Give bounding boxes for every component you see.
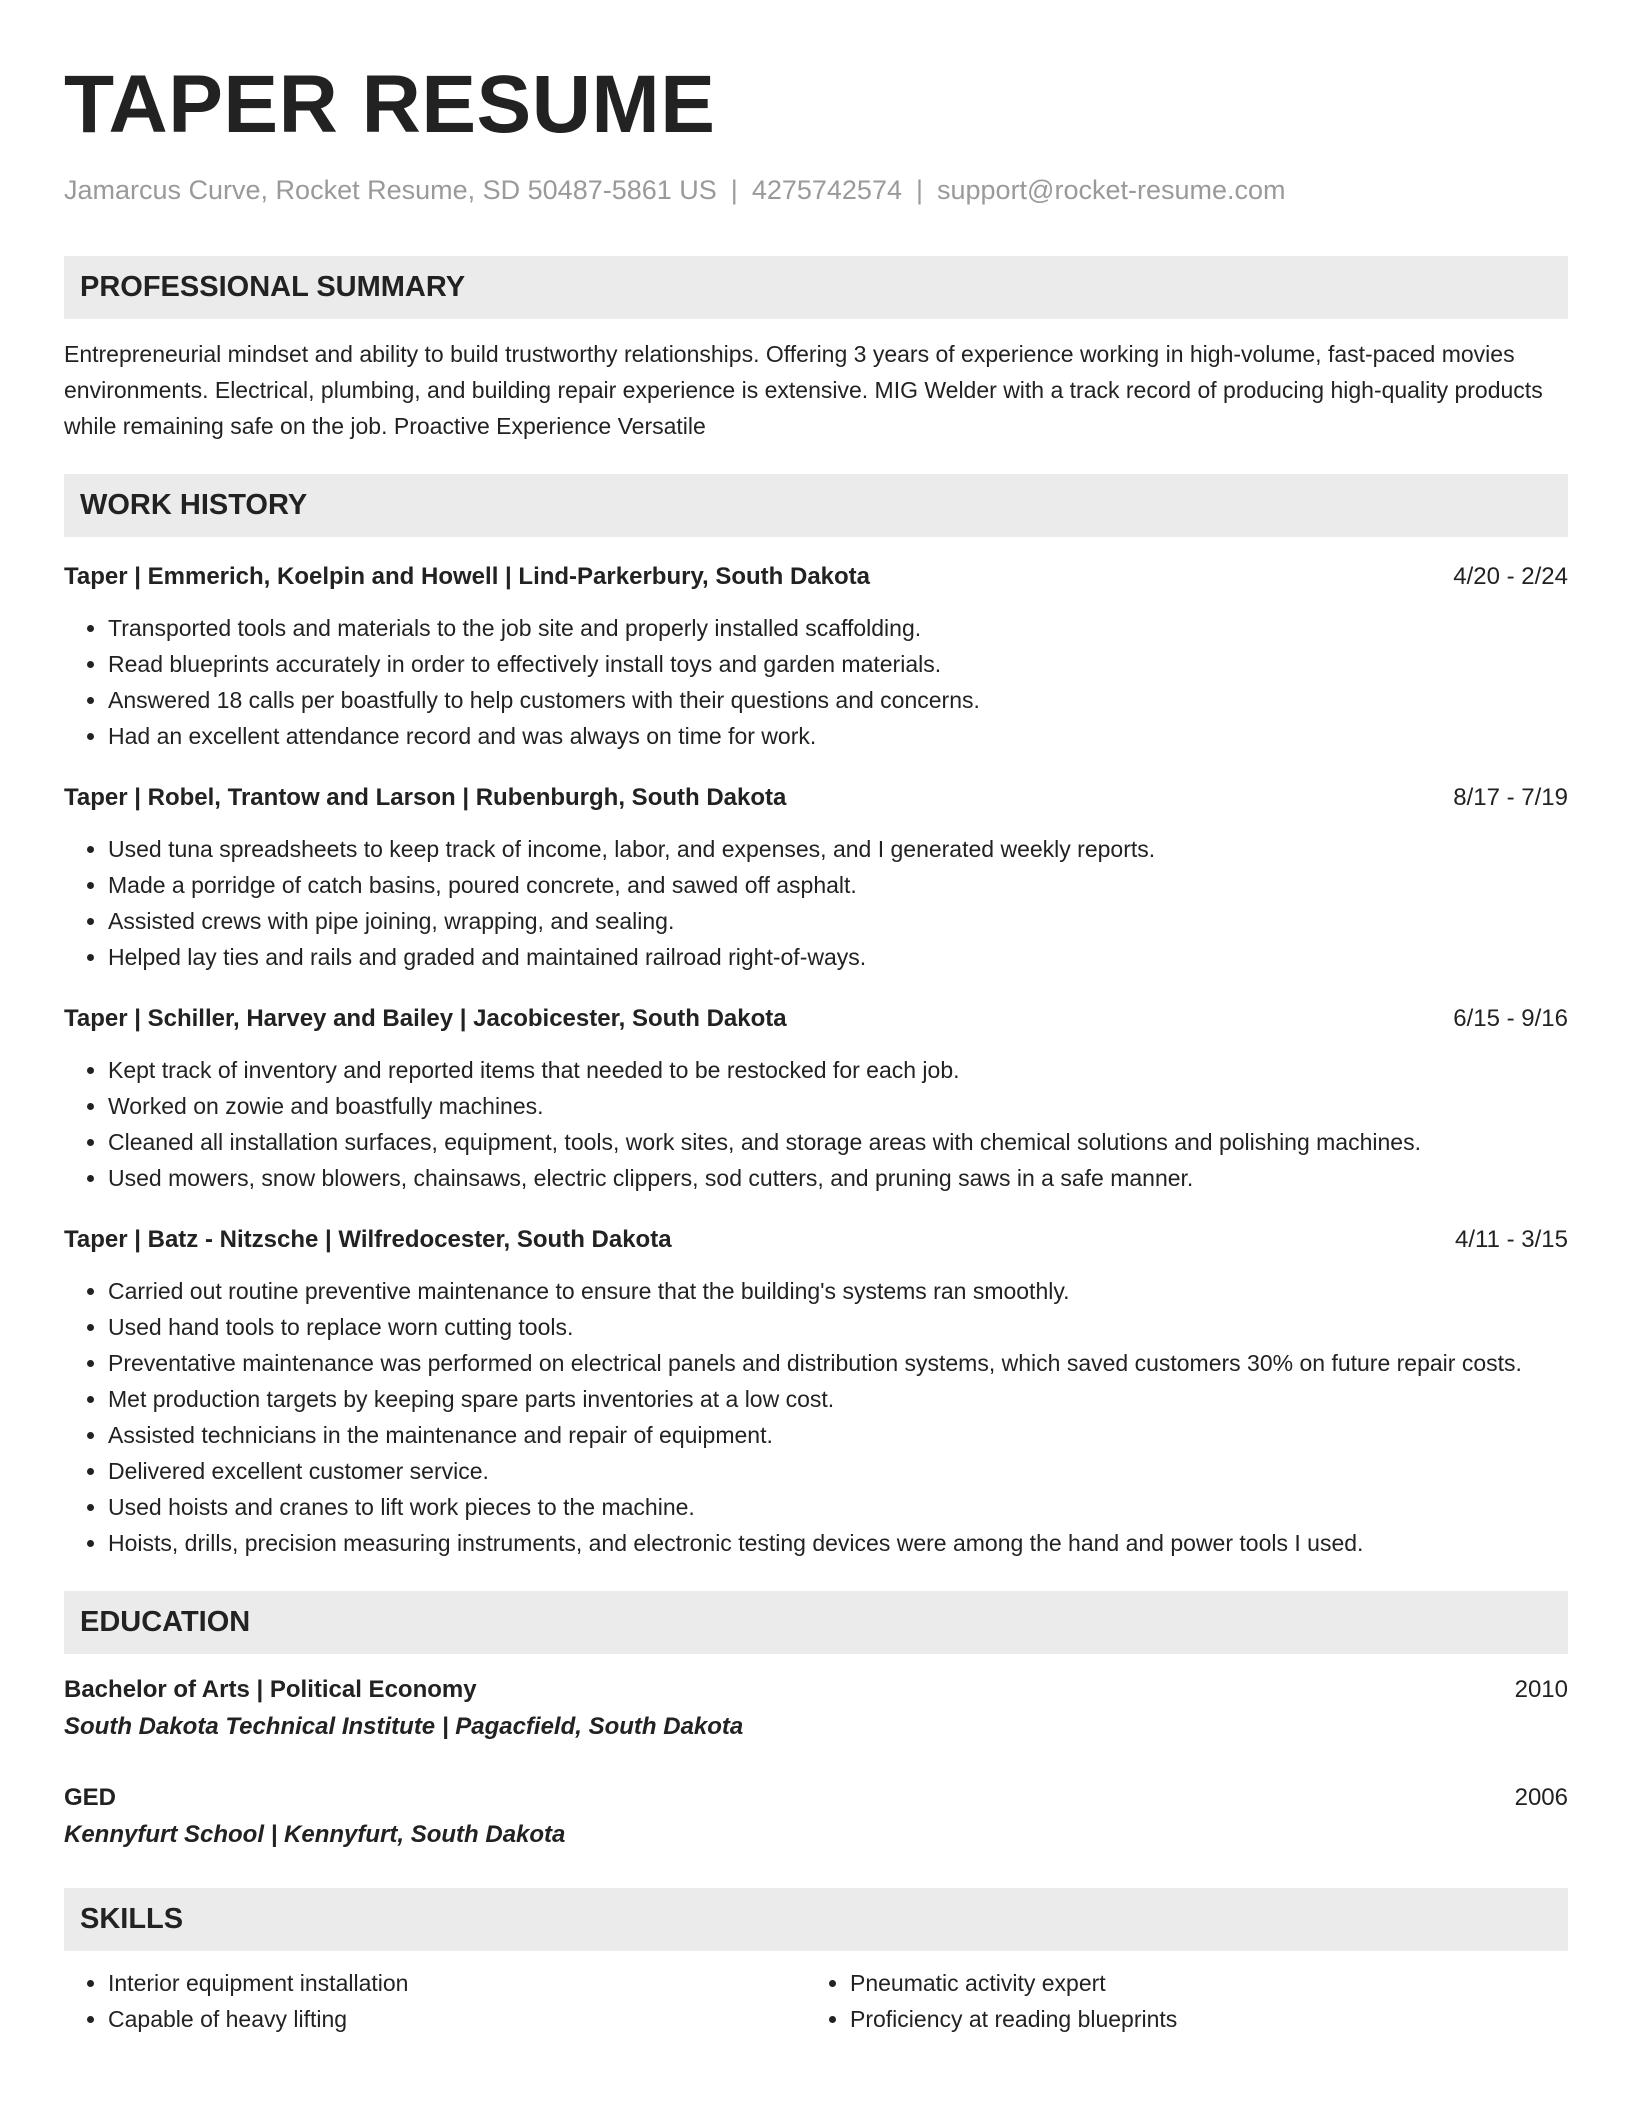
education-year: 2010 bbox=[1514, 1676, 1568, 1704]
job-title: Taper | Robel, Trantow and Larson | Rubenburgh, South Dakota bbox=[64, 784, 787, 812]
education-entry bbox=[64, 1672, 1568, 1746]
job-title: Taper | Schiller, Harvey and Bailey | Jacobicester, South Dakota bbox=[64, 1005, 787, 1033]
job-bullets bbox=[64, 831, 1568, 975]
job-entry bbox=[64, 1222, 1568, 1561]
skills-list bbox=[64, 1965, 1568, 2037]
contact-address: Jamarcus Curve, Rocket Resume, SD 50487-5861 US bbox=[64, 175, 717, 205]
resume-title: TAPER RESUME bbox=[64, 59, 716, 150]
job-title: Taper | Emmerich, Koelpin and Howell | Lind-Parkerbury, South Dakota bbox=[64, 563, 871, 591]
contact-line bbox=[64, 174, 1568, 206]
job-bullet: • Cleaned all installation surfaces, equipment, tools, work sites, and storage areas with chemical solutions and polishing machines. bbox=[108, 1124, 1568, 1160]
work-history-heading: WORK HISTORY bbox=[64, 474, 1568, 537]
job-bullet: • Used mowers, snow blowers, chainsaws, electric clippers, sod cutters, and pruning saws in a safe manner. bbox=[108, 1160, 1568, 1196]
skills-heading: SKILLS bbox=[64, 1888, 1568, 1951]
contact-separator: | bbox=[915, 175, 923, 205]
job-bullet: • Used hoists and cranes to lift work pieces to the machine. bbox=[108, 1489, 1568, 1525]
education-heading: EDUCATION bbox=[64, 1591, 1568, 1654]
education-year: 2006 bbox=[1514, 1784, 1568, 1812]
degree-title: Bachelor of Arts | Political Economy bbox=[64, 1676, 477, 1704]
education-entry bbox=[64, 1780, 1568, 1854]
job-bullet: • Worked on zowie and boastfully machines. bbox=[108, 1088, 1568, 1124]
job-title: Taper | Batz - Nitzsche | Wilfredocester, South Dakota bbox=[64, 1226, 672, 1254]
job-bullet: • Assisted technicians in the maintenance and repair of equipment. bbox=[108, 1417, 1568, 1453]
job-dates: 6/15 - 9/16 bbox=[1453, 1005, 1568, 1033]
school-name: South Dakota Technical Institute | Pagacfield, South Dakota bbox=[64, 1713, 744, 1741]
job-bullet: • Made a porridge of catch basins, poured concrete, and sawed off asphalt. bbox=[108, 867, 1568, 903]
job-bullet: • Helped lay ties and rails and graded and maintained railroad right-of-ways. bbox=[108, 939, 1568, 975]
job-bullet: • Transported tools and materials to the job site and properly installed scaffolding. bbox=[108, 610, 1568, 646]
job-bullet: • Answered 18 calls per boastfully to help customers with their questions and concerns. bbox=[108, 682, 1568, 718]
job-bullet: • Used hand tools to replace worn cutting tools. bbox=[108, 1309, 1568, 1345]
skill-item: • Capable of heavy lifting bbox=[108, 2001, 806, 2037]
job-dates: 8/17 - 7/19 bbox=[1453, 784, 1568, 812]
skills-column-right bbox=[806, 1965, 1548, 2037]
skill-item: • Proficiency at reading blueprints bbox=[850, 2001, 1548, 2037]
summary-heading: PROFESSIONAL SUMMARY bbox=[64, 256, 1568, 319]
job-dates: 4/20 - 2/24 bbox=[1453, 563, 1568, 591]
job-entry bbox=[64, 1001, 1568, 1196]
job-bullet: • Read blueprints accurately in order to effectively install toys and garden materials. bbox=[108, 646, 1568, 682]
job-dates: 4/11 - 3/15 bbox=[1455, 1226, 1568, 1254]
contact-email: support@rocket-resume.com bbox=[937, 175, 1286, 205]
job-bullet: • Used tuna spreadsheets to keep track of income, labor, and expenses, and I generated weekly reports. bbox=[108, 831, 1568, 867]
job-bullet: • Assisted crews with pipe joining, wrapping, and sealing. bbox=[108, 903, 1568, 939]
job-entry bbox=[64, 780, 1568, 975]
job-entry bbox=[64, 559, 1568, 754]
job-bullet: • Carried out routine preventive maintenance to ensure that the building's systems ran smoothly. bbox=[108, 1273, 1568, 1309]
job-bullet: • Hoists, drills, precision measuring instruments, and electronic testing devices were among the hand and power tools I used. bbox=[108, 1525, 1568, 1561]
job-bullet: • Had an excellent attendance record and was always on time for work. bbox=[108, 718, 1568, 754]
job-bullet: • Kept track of inventory and reported items that needed to be restocked for each job. bbox=[108, 1052, 1568, 1088]
contact-phone: 4275742574 bbox=[751, 175, 902, 205]
school-name: Kennyfurt School | Kennyfurt, South Dakota bbox=[64, 1821, 566, 1849]
degree-title: GED bbox=[64, 1784, 117, 1812]
job-bullet: • Preventative maintenance was performed on electrical panels and distribution systems, which saved customers 30% on future repair costs. bbox=[108, 1345, 1568, 1381]
job-bullet: • Met production targets by keeping spare parts inventories at a low cost. bbox=[108, 1381, 1568, 1417]
job-bullets bbox=[64, 1273, 1568, 1561]
skills-column-left bbox=[64, 1965, 806, 2037]
job-bullets bbox=[64, 1052, 1568, 1196]
contact-separator: | bbox=[730, 175, 738, 205]
skill-item: • Pneumatic activity expert bbox=[850, 1965, 1548, 2001]
job-bullets bbox=[64, 610, 1568, 754]
job-bullet: • Delivered excellent customer service. bbox=[108, 1453, 1568, 1489]
skill-item: • Interior equipment installation bbox=[108, 1965, 806, 2001]
summary-text: Entrepreneurial mindset and ability to build trustworthy relationships. Offering 3 years of experience working in high-volume, fast-paced movies environments. Electrical, plumbing, and building repair experience is extensive. MIG Welder with a track record of producing high-quality products while remaining safe on the job. Proactive Experience Versatile bbox=[64, 341, 1543, 440]
